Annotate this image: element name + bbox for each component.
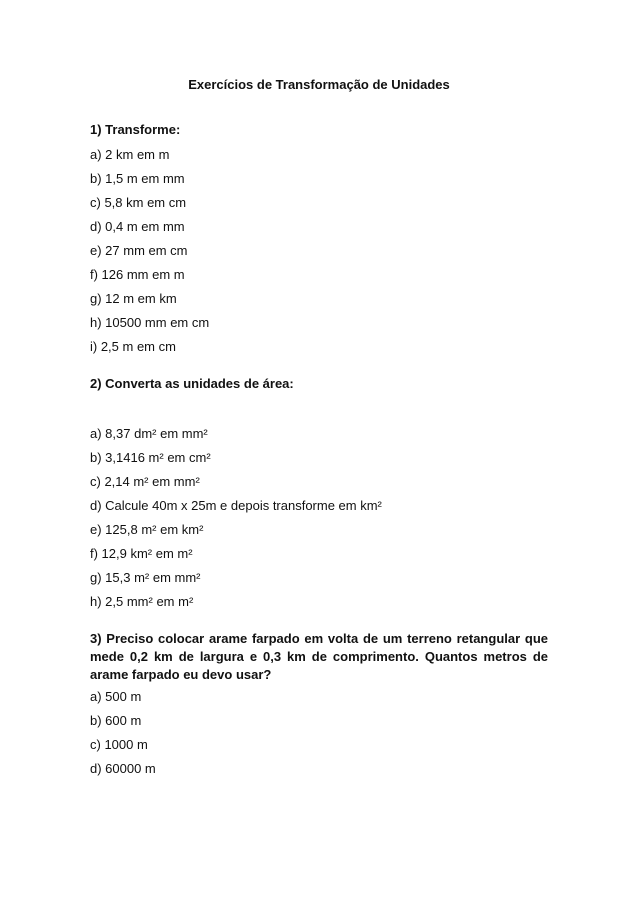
q1-item-f: f) 126 mm em m (90, 267, 185, 282)
q2-item-d: d) Calcule 40m x 25m e depois transforme em km² (90, 498, 382, 513)
q2-item-a: a) 8,37 dm² em mm² (90, 426, 208, 441)
q1-item-a: a) 2 km em m (90, 147, 170, 162)
q2-item-b: b) 3,1416 m² em cm² (90, 450, 211, 465)
q2-item-c: c) 2,14 m² em mm² (90, 474, 200, 489)
q1-item-c: c) 5,8 km em cm (90, 195, 187, 210)
question-2-heading: 2) Converta as unidades de área: (90, 376, 294, 391)
q2-item-e: e) 125,8 m² em km² (90, 522, 204, 537)
q3-option-d: d) 60000 m (90, 761, 156, 776)
q3-option-c: c) 1000 m (90, 737, 148, 752)
q3-option-b: b) 600 m (90, 713, 142, 728)
q1-item-h: h) 10500 mm em cm (90, 315, 210, 330)
q1-item-d: d) 0,4 m em mm (90, 219, 185, 234)
q2-item-f: f) 12,9 km² em m² (90, 546, 193, 561)
q1-item-i: i) 2,5 m em cm (90, 339, 176, 354)
question-3-text: 3) Preciso colocar arame farpado em volta de um terreno retangular que mede 0,2 km de largura e 0,3 km de comprimento. Quantos metros de arame farpado eu devo usar? (90, 631, 548, 682)
q1-item-b: b) 1,5 m em mm (90, 171, 185, 186)
question-1-heading: 1) Transforme: (90, 122, 181, 137)
q1-item-e: e) 27 mm em cm (90, 243, 188, 258)
q2-item-h: h) 2,5 mm² em m² (90, 594, 194, 609)
q1-item-g: g) 12 m em km (90, 291, 177, 306)
q2-item-g: g) 15,3 m² em mm² (90, 570, 201, 585)
q3-option-a: a) 500 m (90, 689, 142, 704)
page-title: Exercícios de Transformação de Unidades (188, 77, 450, 92)
